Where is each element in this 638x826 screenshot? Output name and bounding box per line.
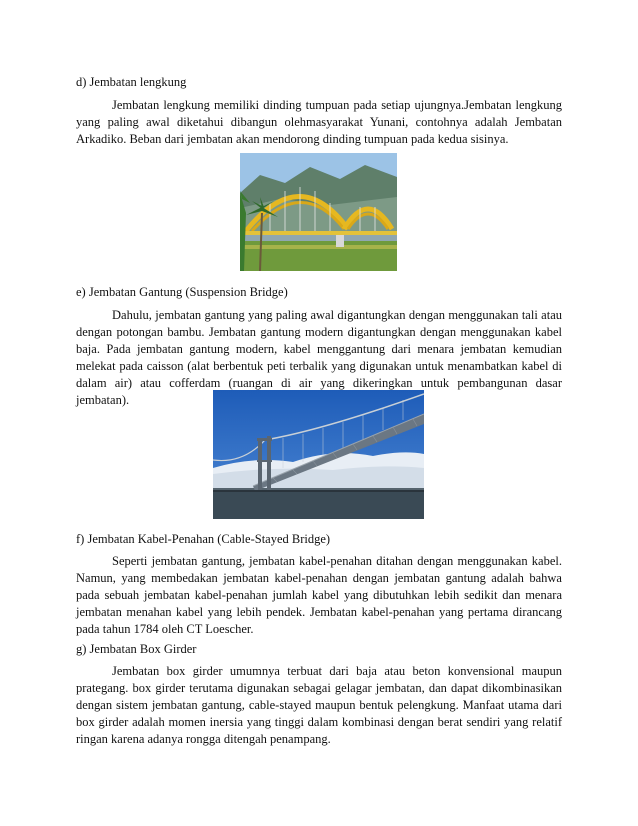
paragraph-arch-bridge: Jembatan lengkung memiliki dinding tumpuan pada setiap ujungnya.Jembatan lengkung yang paling awal diketahui dibangun olehmasyarakat Yunani, contohnya adalah Jembatan Arkadiko. Beban dari jembatan akan mendorong dinding tumpuan pada kedua sisinya.: [76, 98, 562, 146]
section-heading-suspension-bridge: e) Jembatan Gantung (Suspension Bridge): [76, 285, 288, 299]
section-heading-arch-bridge: d) Jembatan lengkung: [76, 75, 187, 89]
paragraph-box-girder: Jembatan box girder umumnya terbuat dari baja atau beton konvensional maupun prategang. box girder terutama digunakan sebagai gelagar jembatan, dan dapat dikombinasikan dengan sistem jembatan gantung, cable-stayed maupun bentuk pelengkung. Manfaat utama dari box girder adalah momen inersia yang tinggi dalam kombinasi dengan berat sendiri yang relatif ringan karena adanya rongga ditengah penampang.: [76, 664, 562, 746]
suspension-bridge-photo: [213, 390, 424, 519]
section-heading-cable-stayed-bridge: f) Jembatan Kabel-Penahan (Cable-Stayed Bridge): [76, 532, 331, 546]
paragraph-suspension-bridge: Dahulu, jembatan gantung yang paling awal digantungkan dengan menggunakan tali atau dengan potongan bambu. Jembatan gantung modern digantungkan dengan menggunakan kabel baja. Pada jembatan gantung modern, kabel menggantung dari menara jembatan kemudian melekat pada caisson (alat berbentuk peti terbalik yang digunakan untuk menambatkan kabel di dalam air) atau cofferdam (ruangan di air yang dikeringkan untuk pembangunan dasar jembatan).: [76, 308, 562, 407]
section-heading-box-girder: g) Jembatan Box Girder: [76, 642, 197, 656]
paragraph-cable-stayed-bridge: Seperti jembatan gantung, jembatan kabel-penahan ditahan dengan menggunakan kabel. Namun, yang membedakan jembatan kabel-penahan dengan jembatan gantung adalah bahwa pada sebuah jembatan kabel-penahan jumlah kabel yang dibutuhkan lebih sedikit dan menara jembatan menahan kabel yang lebih pendek. Jembatan kabel-penahan yang pertama dirancang pada tahun 1784 oleh CT Loescher.: [76, 554, 562, 636]
arch-bridge-photo: [240, 153, 397, 271]
